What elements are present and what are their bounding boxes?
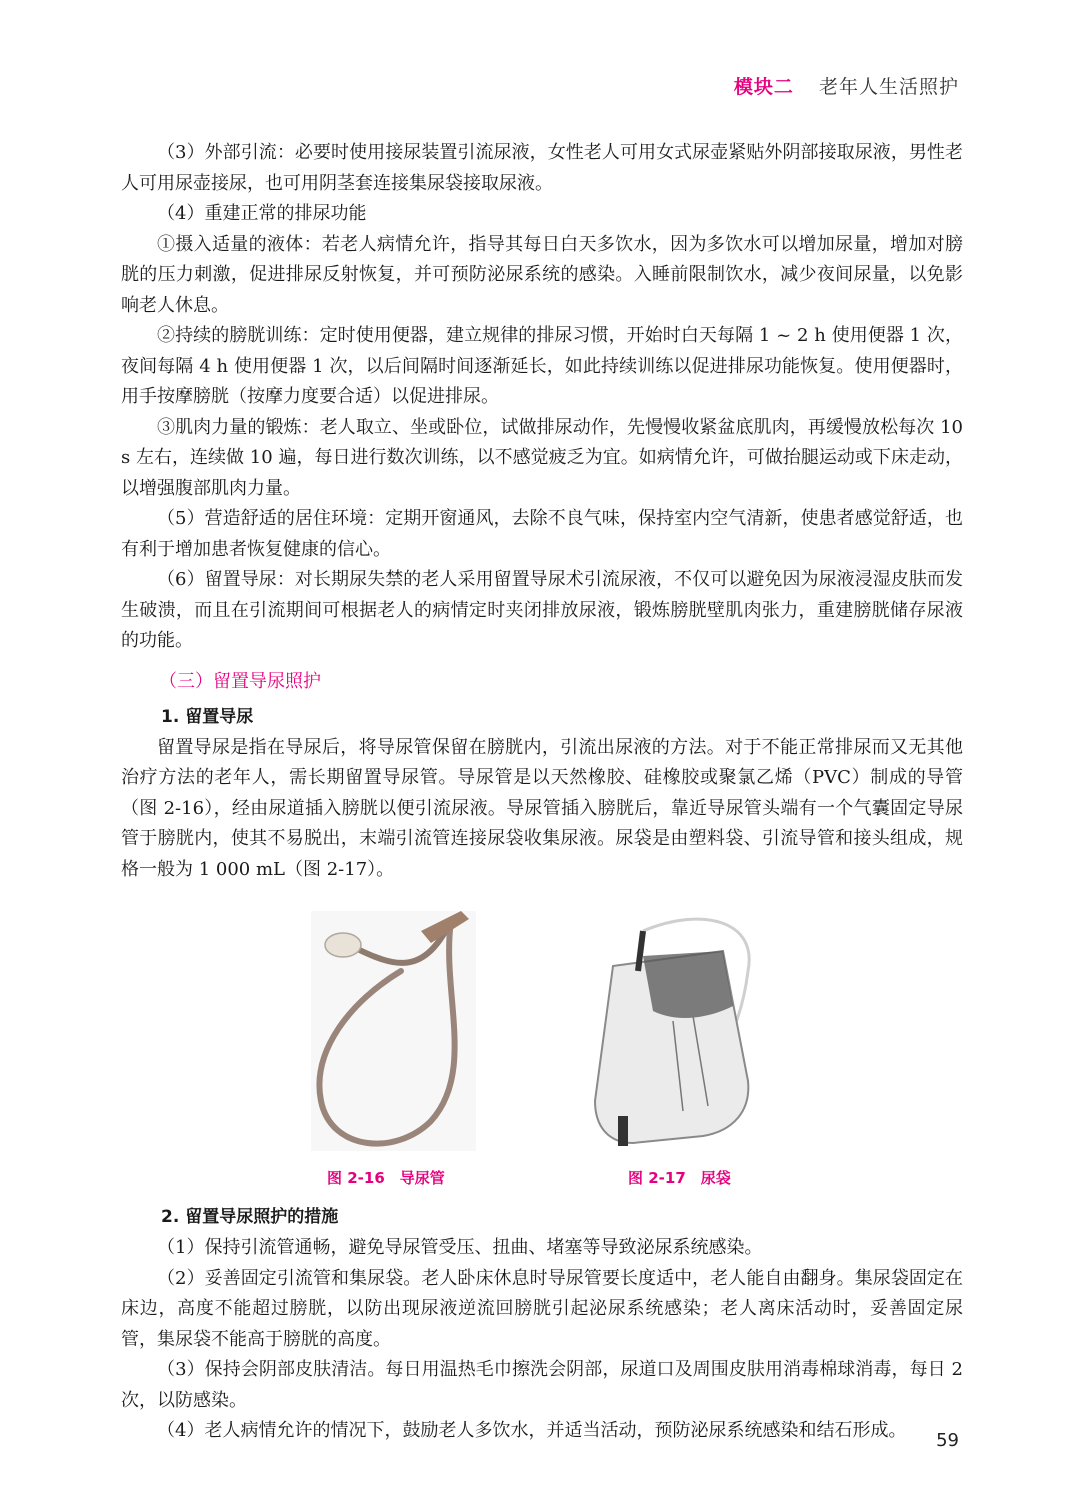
- section-heading: （三）留置导尿照护: [159, 670, 321, 692]
- paragraph: 留置导尿是指在导尿后，将导尿管保留在膀胱内，引流出尿液的方法。对于不能正常排尿而又无其他治疗方法的老年人，需长期留置导尿管。导尿管是以天然橡胶、硅橡胶或聚氯乙烯（PVC）制成的导管（图 2-16），经由尿道插入膀胱以便引流尿液。导尿管插入膀胱后，靠近导尿管头端有一个气囊固定导尿管于膀胱内，使其不易脱出，末端引流管连接尿袋收集尿液。尿袋是由塑料袋、引流导管和接头组成，规格一般为 1 000 mL（图 2-17）。: [121, 736, 963, 880]
- paragraph: （6）留置导尿：对长期尿失禁的老人采用留置导尿术引流尿液，不仅可以避免因为尿液浸湿皮肤而发生破溃，而且在引流期间可根据老人的病情定时夹闭排放尿液，锻炼膀胱壁肌肉张力，重建膀胱储存尿液的功能。: [121, 569, 963, 651]
- paragraph: ③肌肉力量的锻炼：老人取立、坐或卧位，试做排尿动作，先慢慢收紧盆底肌肉，再缓慢放松每次 10 s 左右，连续做 10 遍，每日进行数次训练，以不感觉疲乏为宜。如病情允许，可做抬腿运动或下床走动，以增强腹部肌肉力量。: [121, 416, 963, 499]
- paragraph: （5）营造舒适的居住环境：定期开窗通风，去除不良气味，保持室内空气清新，使患者感觉舒适，也有利于增加患者恢复健康的信心。: [121, 508, 963, 560]
- urine-bag-figure: [583, 911, 758, 1151]
- list-item: （1）保持引流管通畅，避免导尿管受压、扭曲、堵塞等导致泌尿系统感染。: [157, 1237, 763, 1258]
- list-item: （4）老人病情允许的情况下，鼓励老人多饮水，并适当活动，预防泌尿系统感染和结石形成。: [157, 1420, 907, 1441]
- paragraph: ②持续的膀胱训练：定时使用便器，建立规律的排尿习惯，开始时白天每隔 1 ~ 2 h 使用便器 1 次，夜间每隔 4 h 使用便器 1 次，以后间隔时间逐渐延长，如此持续训练以促进排尿功能恢复。使用便器时，用手按摩膀胱（按摩力度要合适）以促进排尿。: [121, 325, 963, 407]
- page-number: 59: [936, 1430, 959, 1451]
- urine-bag-image: [583, 911, 758, 1151]
- figure-caption: 图 2-17 尿袋: [628, 1169, 731, 1187]
- figure-caption: 图 2-16 导尿管: [327, 1169, 445, 1187]
- module-label: 模块二: [733, 76, 794, 98]
- list-item: （2）妥善固定引流管和集尿袋。老人卧床休息时导尿管要长度适中，老人能自由翻身。集尿袋固定在床边，高度不能超过膀胱，以防出现尿液逆流回膀胱引起泌尿系统感染；老人离床活动时，妥善固定尿管，集尿袋不能高于膀胱的高度。: [121, 1267, 963, 1350]
- catheter-figure: [311, 911, 476, 1151]
- subsection-heading: 2. 留置导尿照护的措施: [161, 1207, 339, 1227]
- page-header: [734, 72, 959, 99]
- paragraph: ①摄入适量的液体：若老人病情允许，指导其每日白天多饮水，因为多饮水可以增加尿量，增加对膀胱的压力刺激，促进排尿反射恢复，并可预防泌尿系统的感染。入睡前限制饮水，减少夜间尿量，以免影响老人休息。: [121, 233, 963, 316]
- page-content: [121, 138, 963, 1447]
- catheter-image: [311, 911, 476, 1151]
- module-title: 老年人生活照护: [818, 76, 959, 98]
- figures-row: [121, 889, 963, 1187]
- paragraph: （4）重建正常的排尿功能: [157, 203, 367, 224]
- list-item: （3）保持会阴部皮肤清洁。每日用温热毛巾擦洗会阴部，尿道口及周围皮肤用消毒棉球消毒，每日 2 次，以防感染。: [121, 1359, 963, 1411]
- subsection-heading: 1. 留置导尿: [161, 706, 254, 727]
- paragraph: （3）外部引流：必要时使用接尿装置引流尿液，女性老人可用女式尿壶紧贴外阴部接取尿液，男性老人可用尿壶接尿，也可用阴茎套连接集尿袋接取尿液。: [121, 142, 963, 194]
